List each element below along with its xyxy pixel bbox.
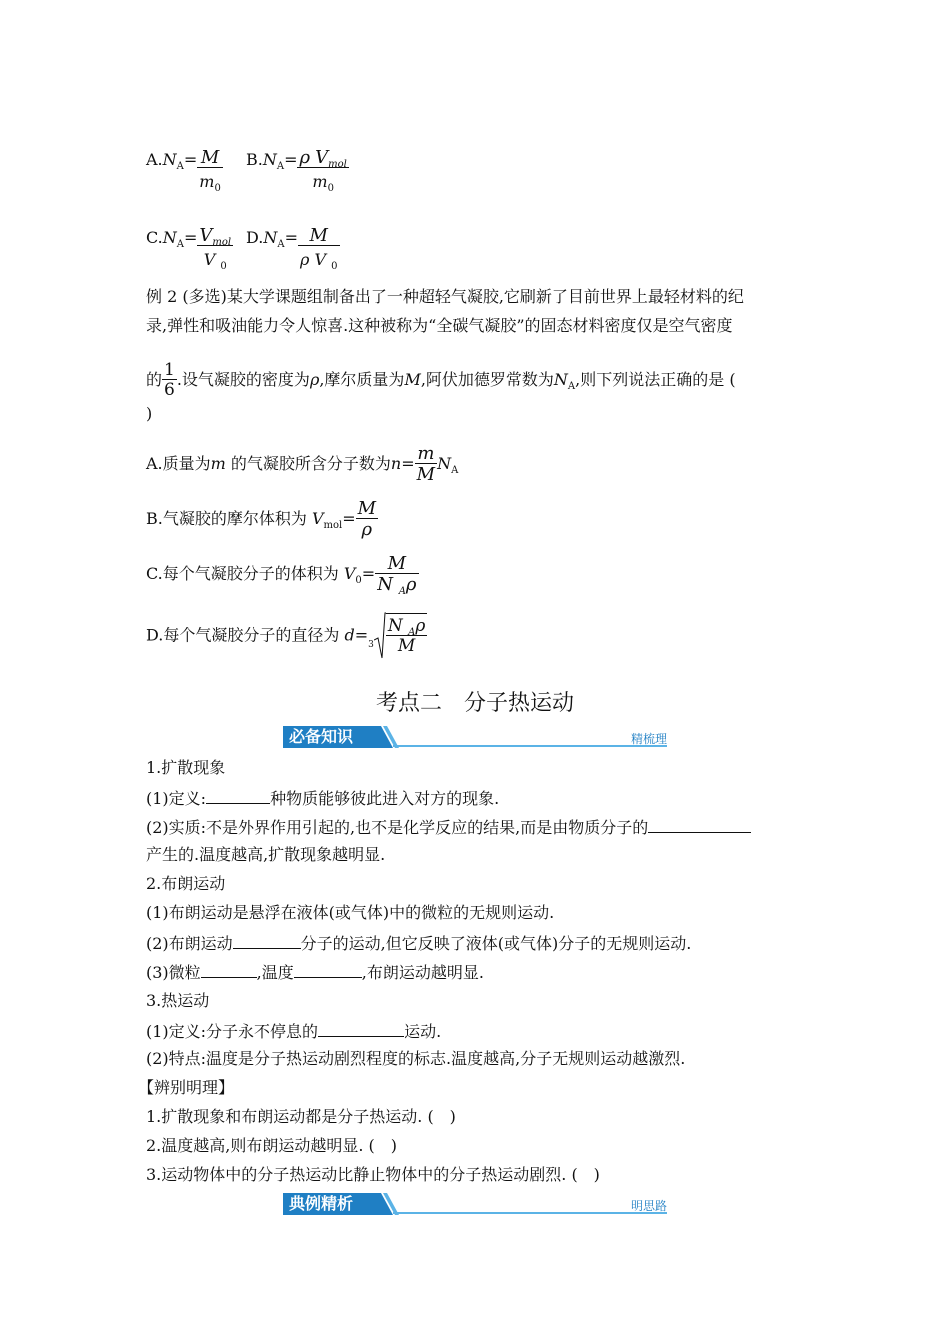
- brownian-1: (1)布朗运动是悬浮在液体(或气体)中的微粒的无规则运动.: [146, 903, 555, 922]
- fraction: $\frac{m}{M}$: [416, 443, 436, 485]
- thermal-definition: (1)定义:分子永不停息的 运动.: [146, 1022, 442, 1041]
- brownian-3: (3)微粒 ,温度 ,布朗运动越明显.: [146, 963, 484, 982]
- judge-item-1: 1.扩散现象和布朗运动都是分子热运动. ( ): [146, 1107, 456, 1126]
- answer-blank[interactable]: [318, 1022, 404, 1037]
- fraction: $\frac{1}{6}$: [164, 360, 175, 400]
- option-d: D.每个气凝胶分子的直径为 $d=_3$ $\frac{N _A\rho}{M}$: [146, 612, 427, 660]
- option-a: A.质量为m 的气凝胶所含分子数为n= $\frac{m}{M}$ $N_A$: [146, 443, 459, 485]
- heading-diffusion: 1.扩散现象: [146, 758, 226, 777]
- banner-examples: [283, 1193, 667, 1215]
- section-title: 考点二 分子热运动: [375, 691, 574, 716]
- thermal-feature: (2)特点:温度是分子热运动剧烈程度的标志.温度越高,分子无规则运动越激烈.: [146, 1049, 686, 1068]
- option-b: B.气凝胶的摩尔体积为 $V_{mol}=$ $\frac{M}{\rho}$: [146, 498, 377, 540]
- example2-line4: ): [146, 404, 153, 423]
- fraction: $\frac{V_{mol}}{V _0}$: [199, 225, 232, 272]
- option-b-top: $B.N_A=$ $\frac{\rho V_{mol}}{m_0}$: [246, 147, 347, 194]
- option-a-top: $A.N_A=$ $\frac{M}{m_0}$: [146, 147, 221, 194]
- fraction: $\frac{M}{N _A\rho}$: [377, 553, 417, 597]
- option-c: C.每个气凝胶分子的体积为 $V_0=$ $\frac{M}{N _A\rho}$: [146, 553, 417, 597]
- banner-chevron-icon: [369, 1193, 399, 1215]
- answer-blank[interactable]: [201, 963, 257, 978]
- fraction: $\frac{\rho V_{mol}}{m_0}$: [299, 147, 347, 194]
- fraction: $\frac{M}{\rho}$: [357, 498, 377, 540]
- cube-root: $_3$ $\frac{N _A\rho}{M}$: [368, 612, 427, 660]
- example2-line2: 录,弹性和吸油能力令人惊喜.这种被称为“全碳气凝胶”的固态材料密度仅是空气密度: [146, 316, 733, 335]
- option-d-top: $D.N_A=$ $\frac{M}{\rho V _0}$: [246, 225, 338, 272]
- example2-line3: 的 $\frac{1}{6}$ .设气凝胶的密度为ρ,摩尔质量为M,阿伏加德罗常数为$N_A$,则下列说法正确的是 (: [146, 360, 736, 400]
- answer-blank[interactable]: [233, 934, 301, 949]
- judge-item-2: 2.温度越高,则布朗运动越明显. ( ): [146, 1136, 398, 1155]
- answer-blank[interactable]: [294, 963, 362, 978]
- brownian-2: (2)布朗运动 分子的运动,但它反映了液体(或气体)分子的无规则运动.: [146, 934, 692, 953]
- heading-brownian: 2.布朗运动: [146, 874, 226, 893]
- diffusion-essence: (2)实质:不是外界作用引起的,也不是化学反应的结果,而是由物质分子的: [146, 818, 751, 836]
- heading-thermal: 3.热运动: [146, 991, 210, 1010]
- diffusion-definition: (1)定义: 种物质能够彼此进入对方的现象.: [146, 789, 500, 808]
- fraction: $\frac{M}{m_0}$: [199, 147, 221, 194]
- fraction: $\frac{N _A\rho}{M}$: [386, 613, 428, 655]
- example2-line1: 例 2 (多选)某大学课题组制备出了一种超轻气凝胶,它刷新了目前世界上最轻材料的纪: [146, 287, 744, 306]
- banner-right-label: 精梳理: [630, 732, 667, 746]
- banner-rule: [393, 745, 667, 747]
- banner-rule: [393, 1212, 667, 1214]
- radical-sign-icon: [374, 612, 386, 660]
- answer-blank[interactable]: [206, 789, 270, 804]
- banner-knowledge: [283, 726, 667, 748]
- fraction: $\frac{M}{\rho V _0}$: [299, 225, 338, 272]
- diffusion-essence-cont: 产生的.温度越高,扩散现象越明显.: [146, 845, 386, 864]
- answer-blank[interactable]: [648, 818, 751, 833]
- judge-item-3: 3.运动物体中的分子热运动比静止物体中的分子热运动剧烈. ( ): [146, 1165, 600, 1184]
- option-c-top: $C.N_A=$ $\frac{V_{mol}}{V _0}$: [146, 225, 232, 272]
- banner-chevron-icon: [369, 726, 399, 748]
- banner-tag: 必备知识: [283, 726, 375, 748]
- banner-right-label: 明思路: [630, 1199, 667, 1213]
- judge-title: 【辨别明理】: [138, 1078, 235, 1097]
- banner-tag: 典例精析: [283, 1193, 375, 1215]
